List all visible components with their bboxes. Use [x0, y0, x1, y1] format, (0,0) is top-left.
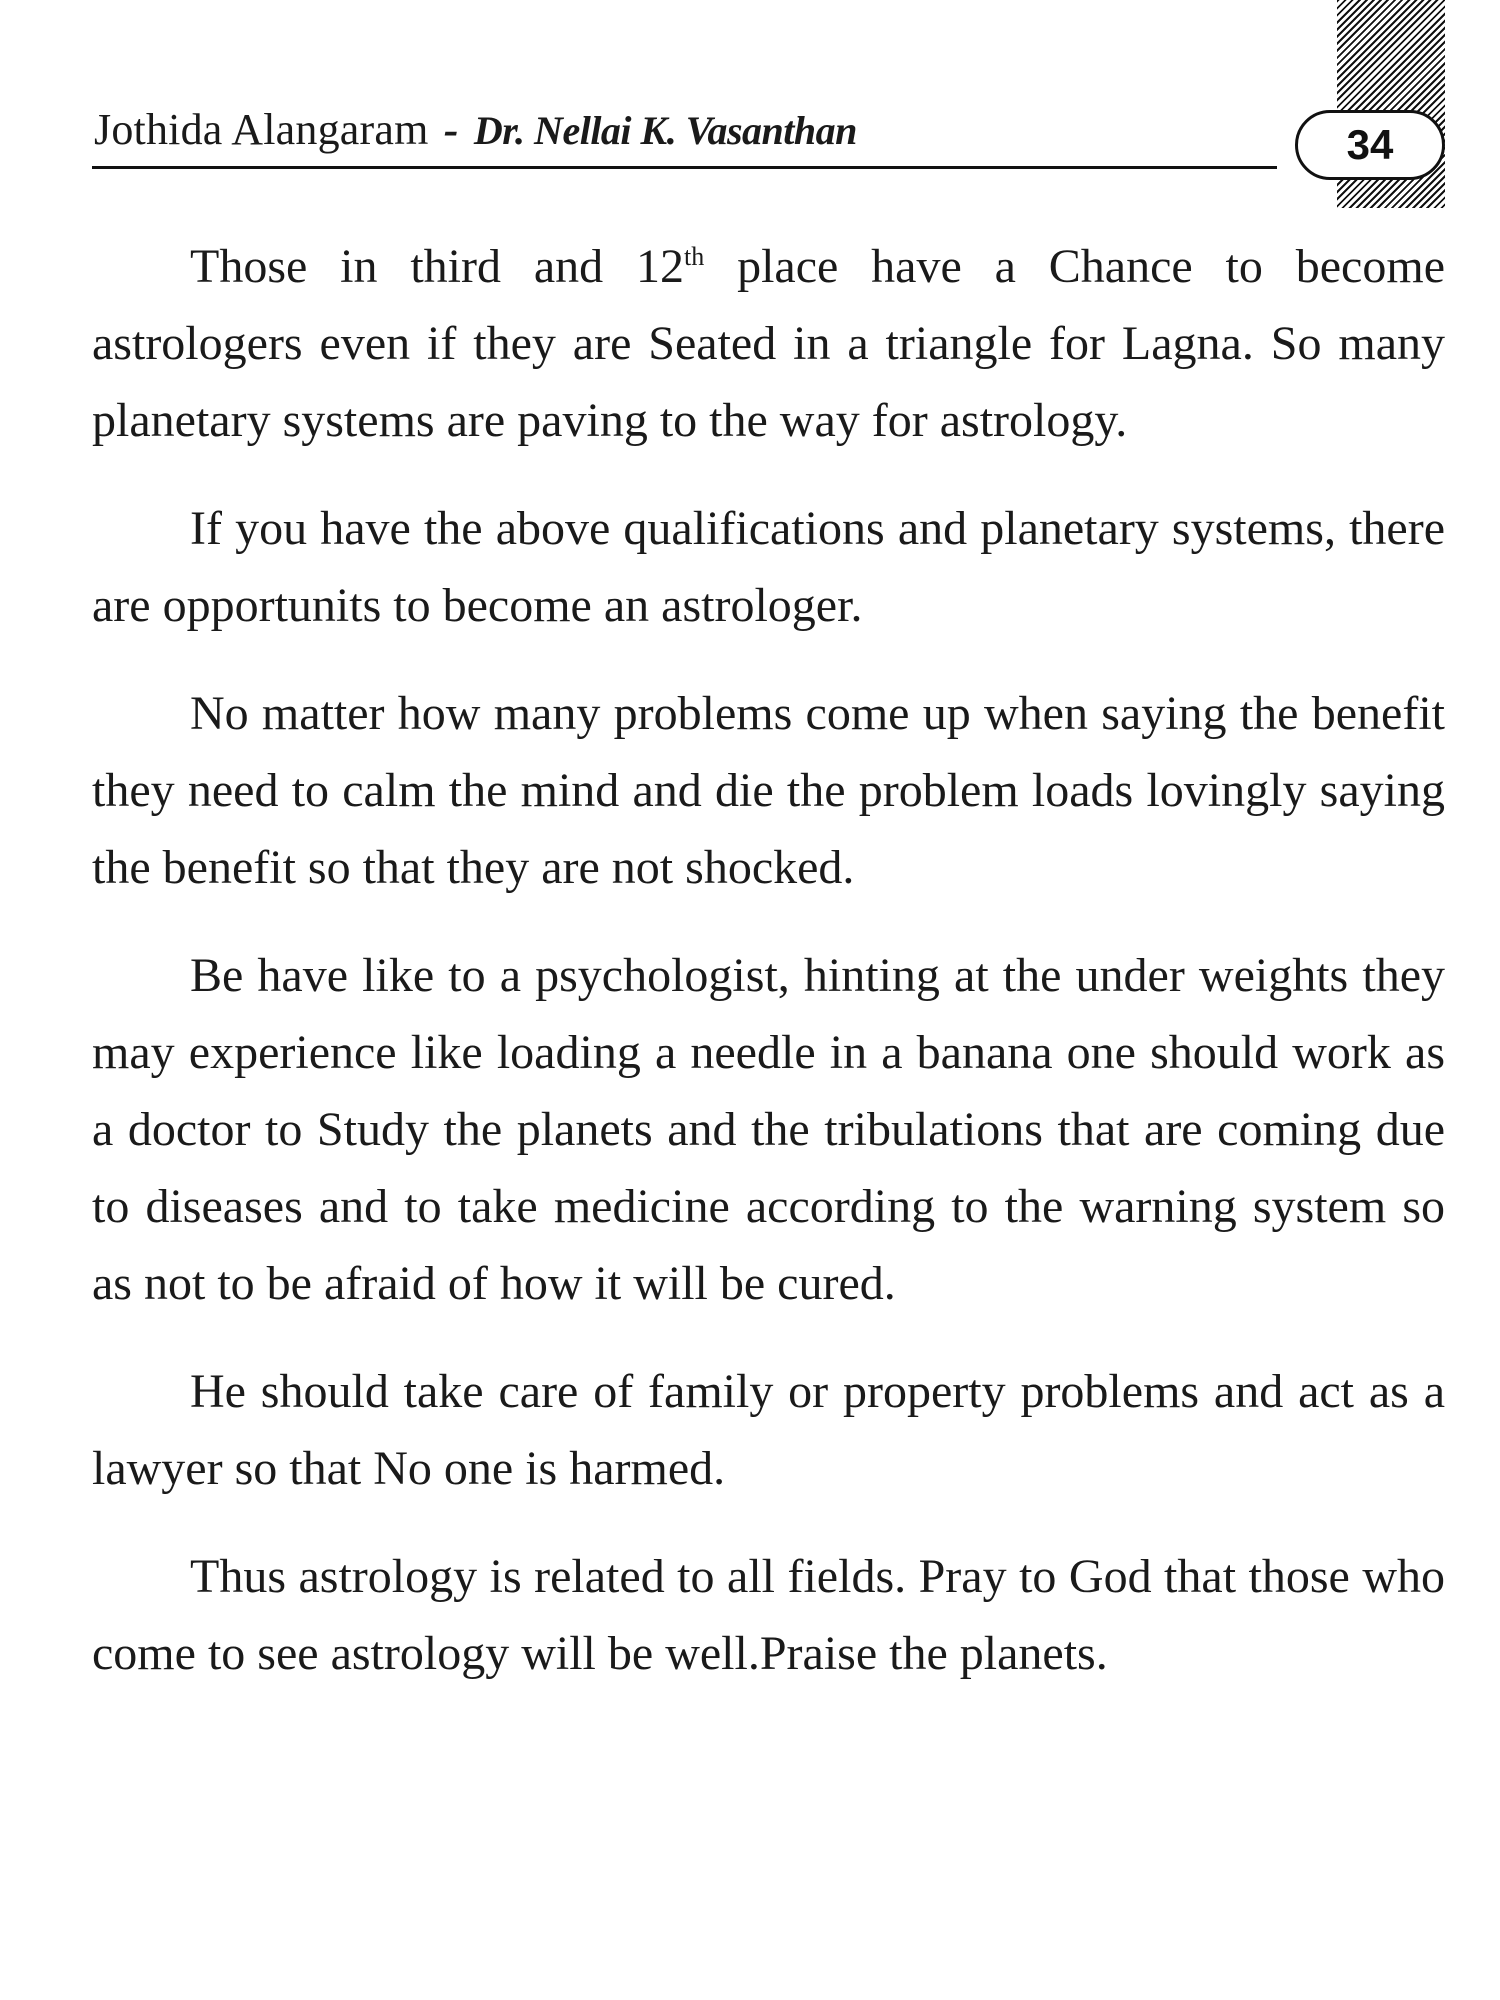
paragraph-1-start: Those in third and 12	[190, 240, 684, 293]
paragraph-6: Thus astrology is related to all fields. Pray to God that those who come to see astrology will be well.Praise the planets.	[92, 1550, 1445, 1680]
page-number-badge	[1295, 110, 1445, 180]
paragraph-4: Be have like to a psychologist, hinting at the under weights they may experience like loading a needle in a banana one should work as a doctor to Study the planets and the tribulations that are coming due to diseases and to take medicine according to the warning system so as not to be afraid of how it will be cured.	[92, 949, 1445, 1310]
author-name: Dr. Nellai K. Vasanthan	[473, 108, 857, 153]
page-header	[92, 96, 1277, 169]
title-separator: -	[443, 105, 459, 154]
paragraph-2: If you have the above qualifications and planetary systems, there are opportunits to become an astrologer.	[92, 502, 1445, 632]
paragraph-3: No matter how many problems come up when saying the benefit they need to calm the mind and die the problem loads lovingly saying the benefit so that they are not shocked.	[92, 687, 1445, 894]
paragraph-1-rest: place have a Chance to become astrologers even if they are Seated in a triangle for Lagna. So many planetary systems are paving to the way for astrology.	[92, 240, 1445, 447]
paragraph-1	[92, 228, 1445, 459]
running-head	[94, 104, 857, 155]
book-title: Jothida Alangaram	[94, 105, 429, 154]
paragraph-5: He should take care of family or property problems and act as a lawyer so that No one is harmed.	[92, 1365, 1445, 1495]
ordinal-suffix: th	[684, 242, 705, 271]
page-number: 34	[1346, 121, 1394, 168]
body-text	[92, 228, 1445, 1723]
